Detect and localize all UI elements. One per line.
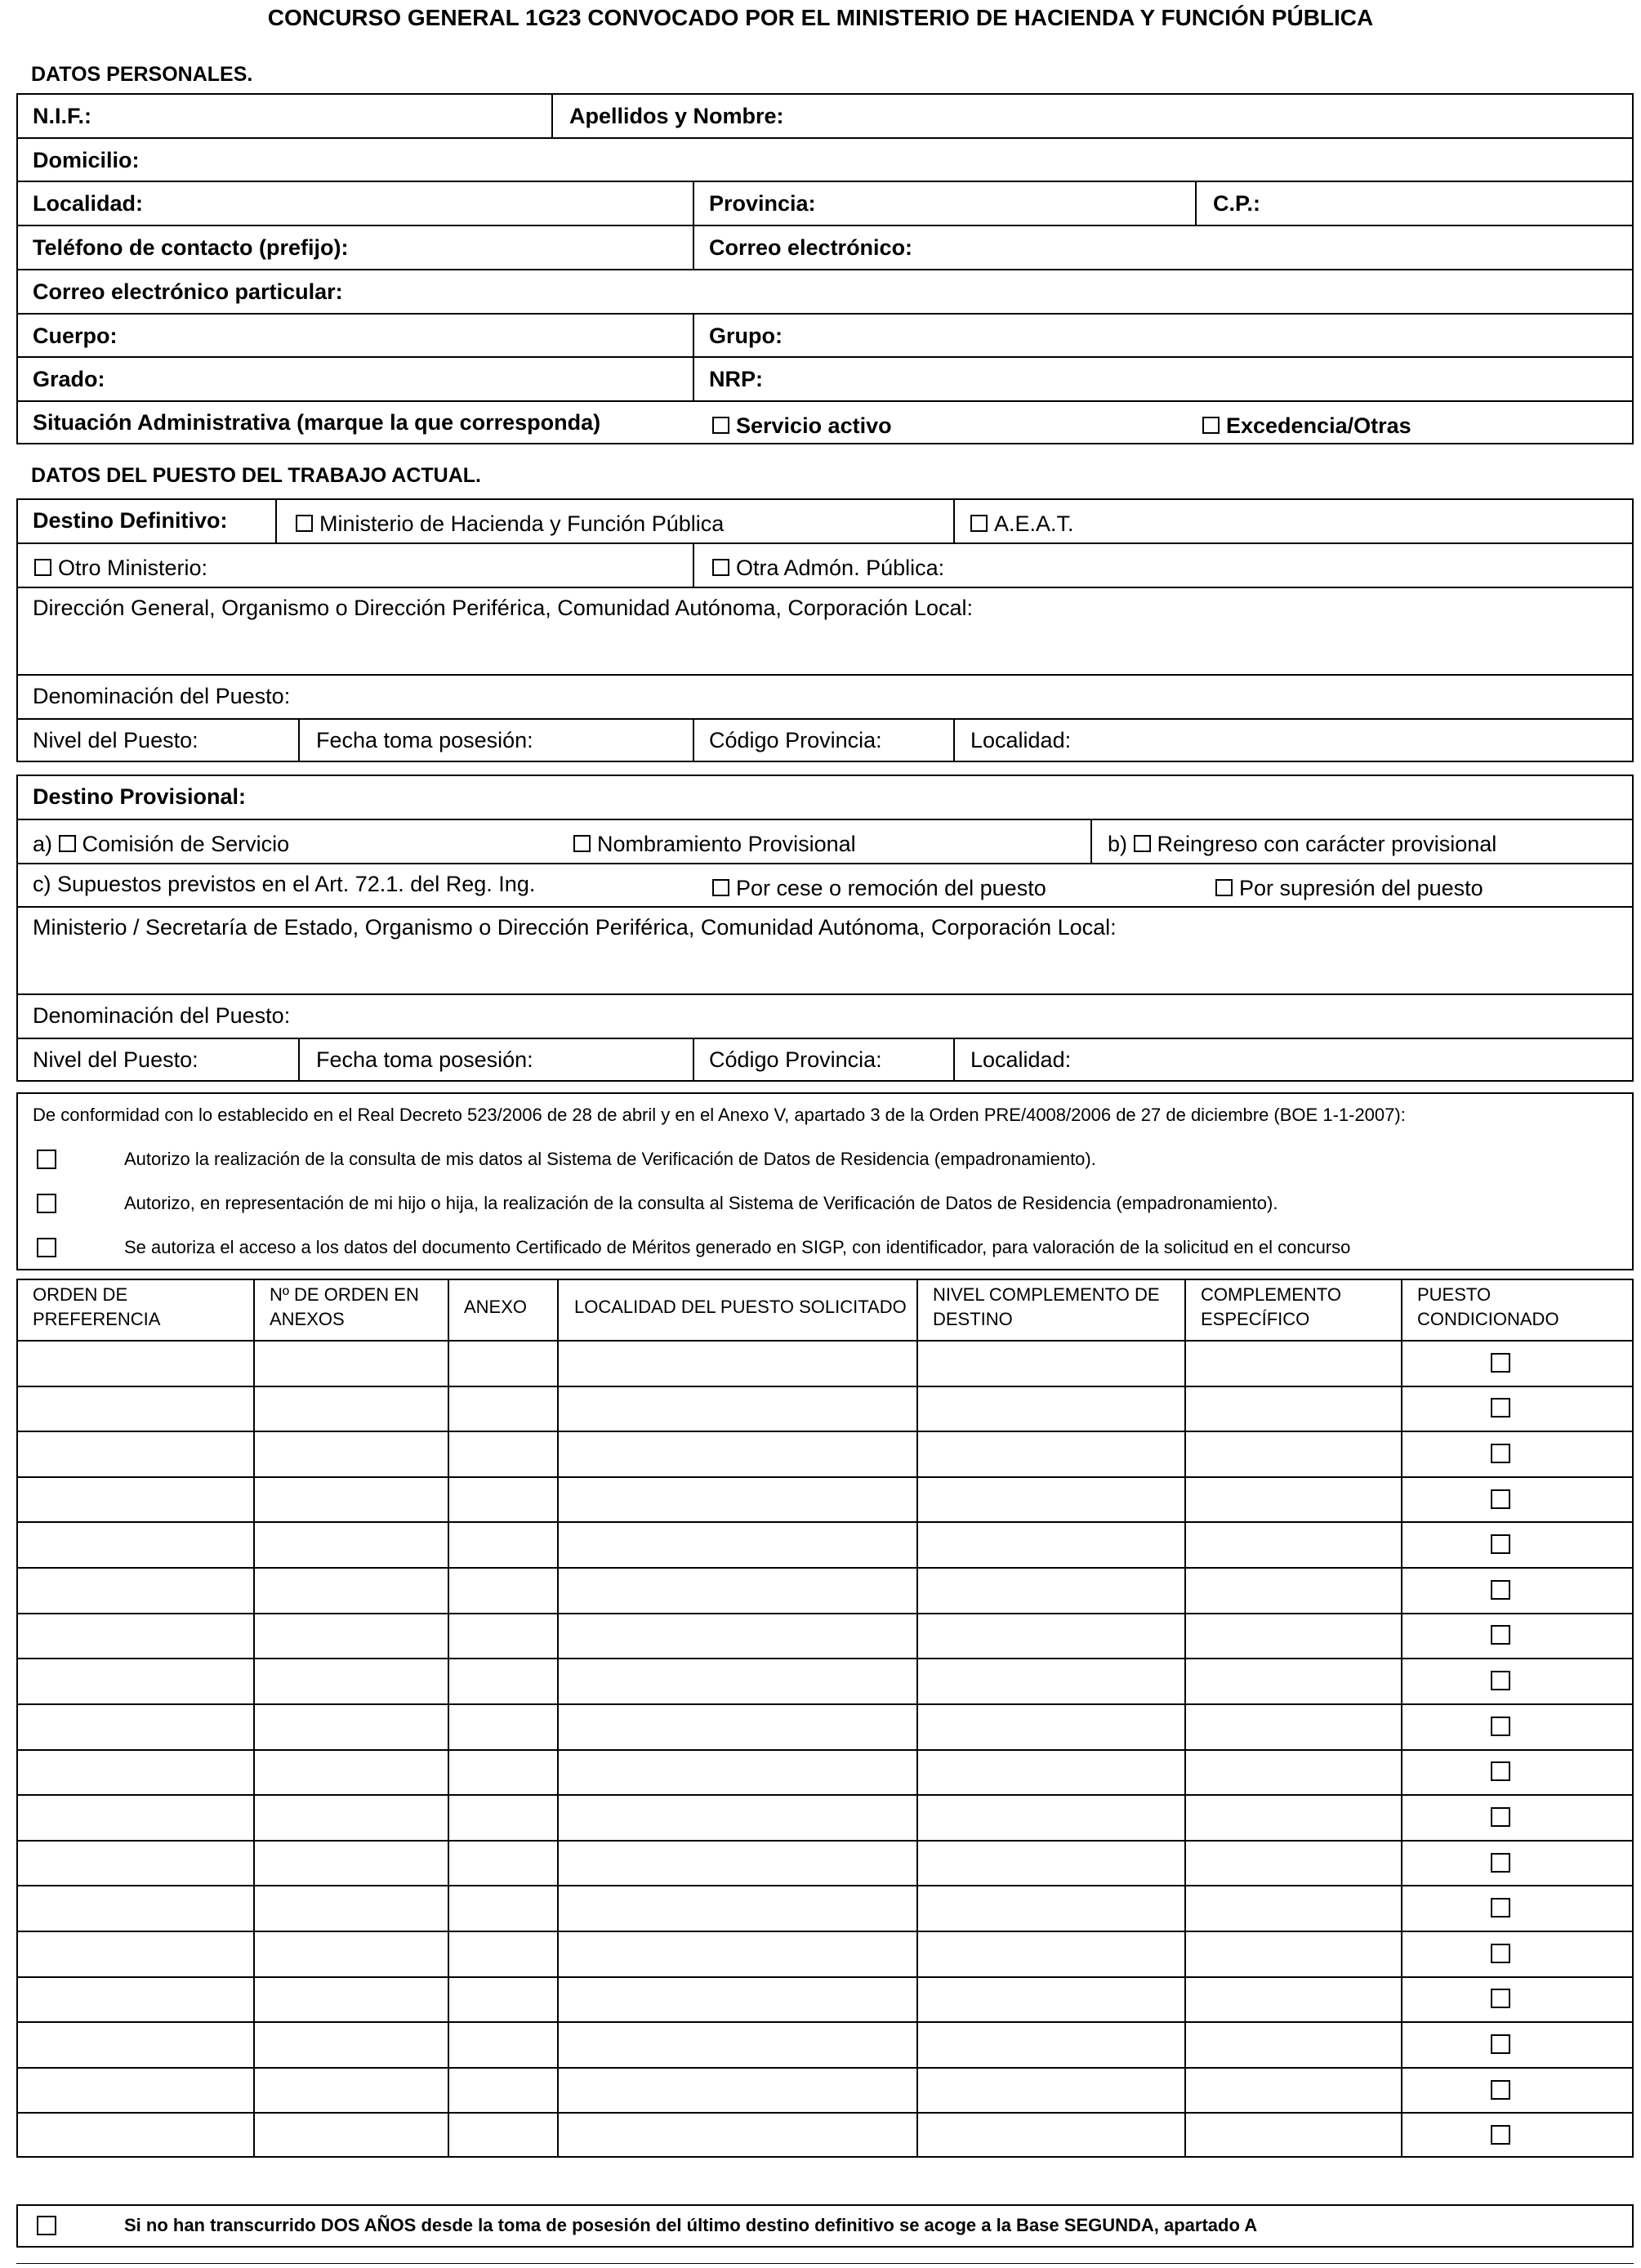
puesto-condicionado-checkbox[interactable]: [1491, 1398, 1510, 1418]
consent-item-1: Autorizo la realización de la consulta de mis datos al Sistema de Verificación de Datos de Residencia (empadronamiento).: [124, 1149, 1096, 1169]
por-cese-label: Por cese o remoción del puesto: [736, 876, 1046, 900]
header-orden: ORDEN DE PREFERENCIA: [33, 1284, 161, 1329]
consent-checkbox-2[interactable]: [37, 1194, 56, 1213]
otra-admon-option[interactable]: [712, 554, 944, 582]
fecha-label: Fecha toma posesión:: [316, 728, 533, 752]
aeat-option[interactable]: [970, 510, 1074, 538]
servicio-activo-option[interactable]: [712, 412, 892, 440]
apellidos-label: Apellidos y Nombre:: [569, 104, 784, 128]
telefono-label: Teléfono de contacto (prefijo):: [33, 235, 349, 260]
form-title: CONCURSO GENERAL 1G23 CONVOCADO POR EL MINISTERIO DE HACIENDA Y FUNCIÓN PÚBLICA: [267, 5, 1374, 30]
por-supresion-label: Por supresión del puesto: [1239, 876, 1483, 900]
nombramiento-option[interactable]: [573, 830, 856, 858]
consent-item-3: Se autoriza el acceso a los datos del documento Certificado de Méritos generado en SIGP, con identificador, para valoración de la solicitud en el concurso: [124, 1237, 1351, 1257]
consent-item-2: Autorizo, en representación de mi hijo o hija, la realización de la consulta al Sistema de Verificación de Datos de Residencia (empadronamiento).: [124, 1193, 1278, 1213]
personal-heading: DATOS PERSONALES.: [31, 63, 253, 86]
footer-note: Si no han transcurrido DOS AÑOS desde la toma de posesión del último destino definitivo se acoge a la Base SEGUNDA, apartado A: [124, 2215, 1258, 2235]
table-row: [16, 2112, 1634, 2158]
table-row: [16, 1521, 1634, 1567]
table-row: [16, 1476, 1634, 1522]
puesto-condicionado-checkbox[interactable]: [1491, 1580, 1510, 1600]
prov-localidad-label: Localidad:: [970, 1047, 1072, 1072]
nombramiento-checkbox[interactable]: [573, 835, 591, 852]
table-row: [16, 1613, 1634, 1659]
header-num-orden: Nº DE ORDEN EN ANEXOS: [270, 1284, 419, 1329]
por-supresion-option[interactable]: [1215, 874, 1483, 902]
localidad-actual-label: Localidad:: [970, 728, 1072, 752]
puesto-condicionado-checkbox[interactable]: [1491, 1853, 1510, 1873]
localidad-label: Localidad:: [33, 191, 144, 216]
puesto-condicionado-checkbox[interactable]: [1491, 2125, 1510, 2145]
puesto-condicionado-checkbox[interactable]: [1491, 1989, 1510, 2008]
table-row: [16, 2067, 1634, 2113]
cp-label: C.P.:: [1213, 191, 1261, 216]
prov-codigo-provincia-label: Código Provincia:: [709, 1047, 882, 1072]
puesto-condicionado-checkbox[interactable]: [1491, 1807, 1510, 1827]
otro-ministerio-label: Otro Ministerio:: [58, 556, 208, 580]
puesto-condicionado-checkbox[interactable]: [1491, 1534, 1510, 1554]
table-row: [16, 1931, 1634, 1976]
table-row: [16, 1976, 1634, 2022]
situacion-label: Situación Administrativa (marque la que corresponda): [33, 410, 601, 435]
por-cese-option[interactable]: [712, 874, 1046, 902]
comision-label: Comisión de Servicio: [82, 832, 290, 856]
option-b-label: b): [1108, 832, 1128, 856]
footer-checkbox[interactable]: [37, 2216, 56, 2235]
ministerio-hacienda-label: Ministerio de Hacienda y Función Pública: [319, 511, 725, 536]
grado-label: Grado:: [33, 367, 105, 391]
table-row: [16, 1885, 1634, 1931]
servicio-activo-label: Servicio activo: [736, 413, 892, 438]
por-cese-checkbox[interactable]: [712, 879, 729, 896]
otra-admon-checkbox[interactable]: [712, 559, 729, 576]
nrp-label: NRP:: [709, 367, 763, 391]
current-post-box: [16, 498, 1634, 762]
table-row: [16, 1794, 1634, 1840]
header-nivel: NIVEL COMPLEMENTO DE DESTINO: [933, 1284, 1160, 1329]
excedencia-option[interactable]: [1202, 412, 1411, 440]
excedencia-label: Excedencia/Otras: [1226, 413, 1411, 438]
puesto-condicionado-checkbox[interactable]: [1491, 2034, 1510, 2054]
grupo-label: Grupo:: [709, 324, 783, 348]
puesto-condicionado-checkbox[interactable]: [1491, 1625, 1510, 1645]
cuerpo-label: Cuerpo:: [33, 324, 118, 348]
comision-option[interactable]: [33, 830, 289, 858]
consent-checkbox-3[interactable]: [37, 1238, 56, 1257]
prov-nivel-label: Nivel del Puesto:: [33, 1047, 198, 1072]
nif-label: N.I.F.:: [33, 104, 91, 128]
header-complemento: COMPLEMENTO ESPECÍFICO: [1201, 1284, 1341, 1329]
prov-fecha-label: Fecha toma posesión:: [316, 1047, 533, 1072]
puesto-condicionado-checkbox[interactable]: [1491, 1761, 1510, 1781]
actual-heading: DATOS DEL PUESTO DEL TRABAJO ACTUAL.: [31, 464, 481, 487]
nombramiento-label: Nombramiento Provisional: [597, 832, 856, 856]
reingreso-label: Reingreso con carácter provisional: [1157, 832, 1497, 856]
table-row: [16, 1567, 1634, 1613]
reingreso-checkbox[interactable]: [1134, 835, 1151, 852]
table-row: [16, 1703, 1634, 1749]
puesto-condicionado-checkbox[interactable]: [1491, 1898, 1510, 1918]
header-localidad: LOCALIDAD DEL PUESTO SOLICITADO: [574, 1297, 907, 1317]
prov-denominacion-label: Denominación del Puesto:: [33, 1003, 291, 1028]
table-row: [16, 1386, 1634, 1431]
aeat-label: A.E.A.T.: [994, 511, 1074, 536]
excedencia-checkbox[interactable]: [1202, 417, 1220, 434]
table-row: [16, 1658, 1634, 1703]
otra-admon-label: Otra Admón. Pública:: [736, 556, 945, 580]
comision-checkbox[interactable]: [59, 835, 76, 852]
provincia-label: Provincia:: [709, 191, 816, 216]
puesto-condicionado-checkbox[interactable]: [1491, 1444, 1510, 1463]
nivel-label: Nivel del Puesto:: [33, 728, 198, 752]
aeat-checkbox[interactable]: [970, 515, 988, 532]
destino-provisional-label: Destino Provisional:: [33, 784, 247, 809]
ministerio-hacienda-checkbox[interactable]: [296, 515, 313, 532]
puesto-condicionado-checkbox[interactable]: [1491, 1671, 1510, 1690]
otro-ministerio-option[interactable]: [34, 554, 207, 582]
direccion-general-label: Dirección General, Organismo o Dirección Periférica, Comunidad Autónoma, Corporación Local:: [33, 596, 974, 620]
puesto-condicionado-checkbox[interactable]: [1491, 1717, 1510, 1736]
servicio-activo-checkbox[interactable]: [712, 417, 729, 434]
table-row: [16, 1749, 1634, 1795]
supuestos-label: c) Supuestos previstos en el Art. 72.1. del Reg. Ing.: [33, 872, 536, 896]
denominacion-label: Denominación del Puesto:: [33, 684, 291, 708]
puesto-condicionado-checkbox[interactable]: [1491, 1944, 1510, 1963]
table-row: [16, 2021, 1634, 2067]
puesto-condicionado-checkbox[interactable]: [1491, 2080, 1510, 2100]
ministerio-hacienda-option[interactable]: [296, 510, 724, 538]
option-a-label: a): [33, 832, 53, 856]
table-row: [16, 1340, 1634, 1386]
reingreso-option[interactable]: [1108, 830, 1496, 858]
header-condicionado: PUESTO CONDICIONADO: [1417, 1284, 1559, 1329]
por-supresion-checkbox[interactable]: [1215, 879, 1233, 896]
consent-checkbox-1[interactable]: [37, 1150, 56, 1169]
table-row: [16, 1431, 1634, 1476]
puesto-condicionado-checkbox[interactable]: [1491, 1489, 1510, 1509]
puesto-condicionado-checkbox[interactable]: [1491, 1353, 1510, 1373]
prov-ministerio-label: Ministerio / Secretaría de Estado, Organismo o Dirección Periférica, Comunidad Autónoma, Corporación Local:: [33, 915, 1117, 940]
correo-particular-label: Correo electrónico particular:: [33, 279, 343, 304]
domicilio-label: Domicilio:: [33, 148, 140, 172]
destino-definitivo-label: Destino Definitivo:: [33, 508, 228, 533]
codigo-provincia-label: Código Provincia:: [709, 728, 882, 752]
consent-intro: De conformidad con lo establecido en el Real Decreto 523/2006 de 28 de abril y en el Anexo V, apartado 3 de la Orden PRE/4008/2006 de 27 de diciembre (BOE 1-1-2007):: [33, 1105, 1406, 1125]
otro-ministerio-checkbox[interactable]: [34, 559, 51, 576]
table-row: [16, 1840, 1634, 1886]
header-anexo: ANEXO: [464, 1297, 528, 1317]
correo-label: Correo electrónico:: [709, 235, 913, 260]
